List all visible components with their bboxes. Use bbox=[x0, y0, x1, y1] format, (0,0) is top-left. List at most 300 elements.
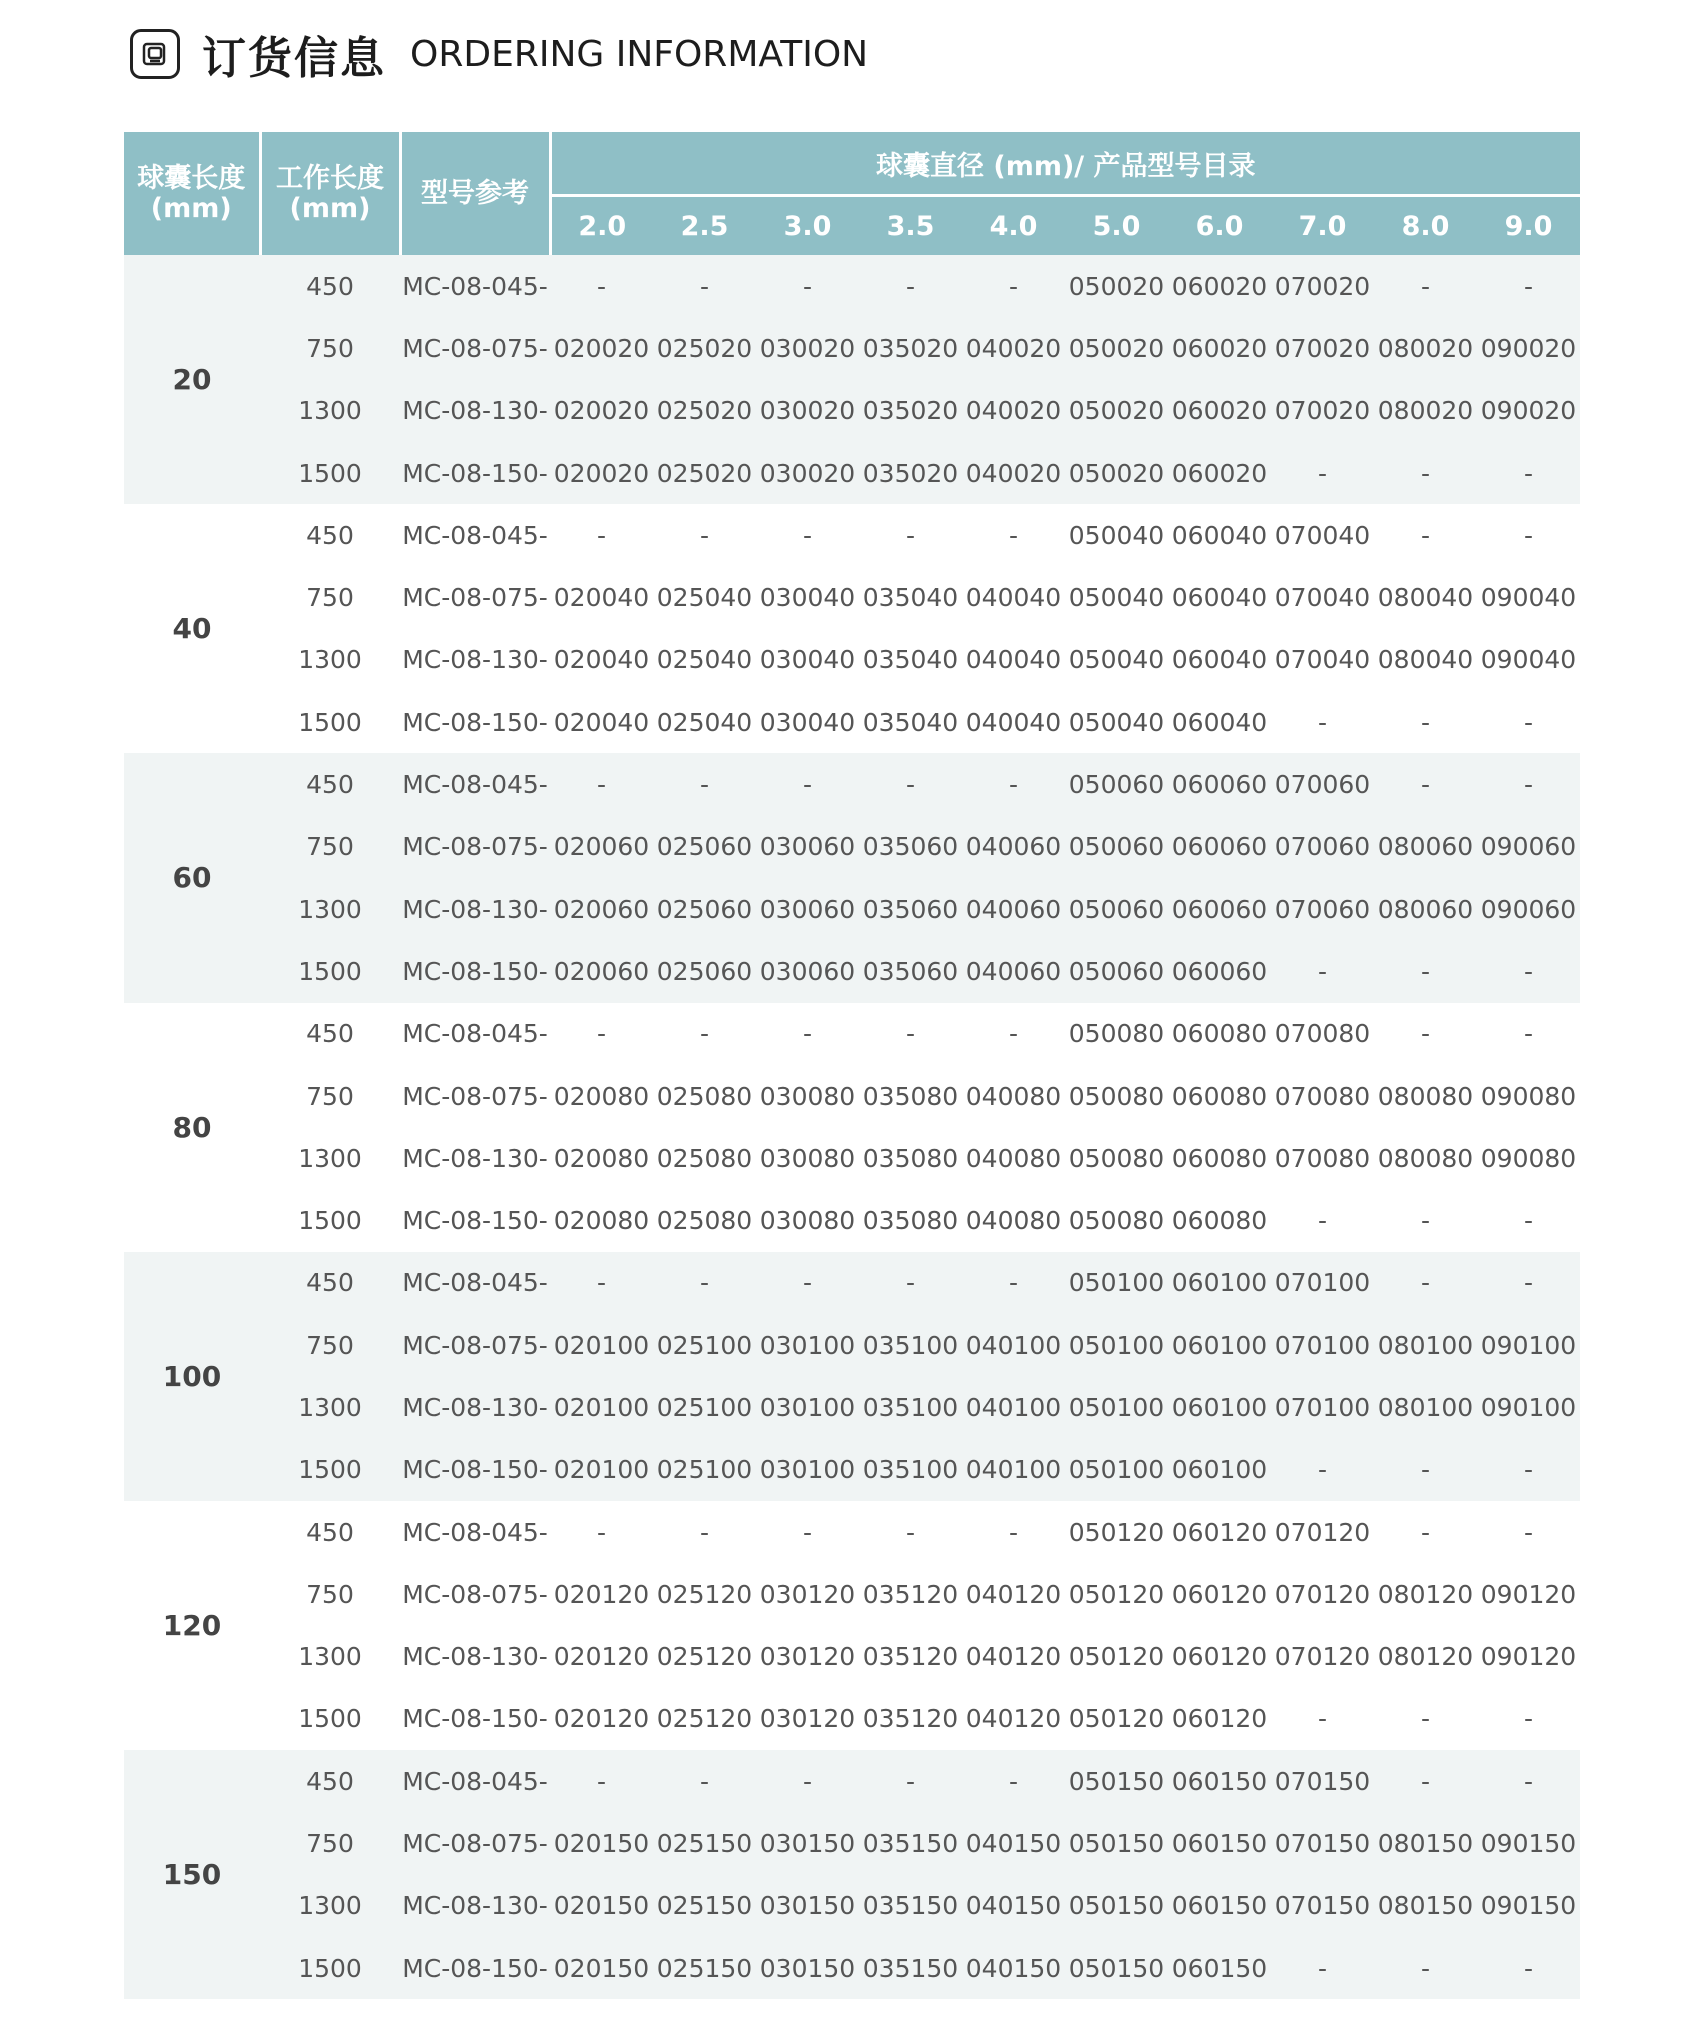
length-group bbox=[124, 1252, 1580, 1501]
model-prefix-cell: MC-08-075- bbox=[400, 1065, 550, 1127]
product-code-cell: 030150 bbox=[756, 1937, 859, 1999]
product-code-cell: 025150 bbox=[653, 1937, 756, 1999]
product-code-cell: 070150 bbox=[1271, 1875, 1374, 1937]
product-code-cell: 060040 bbox=[1168, 504, 1271, 566]
product-code-cell: 050040 bbox=[1065, 691, 1168, 753]
working-length-cell: 1500 bbox=[260, 1937, 400, 1999]
product-code-cell: - bbox=[1374, 940, 1477, 1002]
product-code-cell: - bbox=[1374, 1189, 1477, 1251]
ordering-table bbox=[124, 132, 1580, 1999]
product-code-cell: 030100 bbox=[756, 1439, 859, 1501]
product-code-cell: 030120 bbox=[756, 1688, 859, 1750]
working-length-cell: 750 bbox=[260, 1563, 400, 1625]
product-code-cell: 080100 bbox=[1374, 1314, 1477, 1376]
product-code-cell: - bbox=[1477, 753, 1580, 815]
table-row bbox=[124, 255, 1580, 317]
product-code-cell: 035100 bbox=[859, 1314, 962, 1376]
product-code-cell: 030150 bbox=[756, 1875, 859, 1937]
header-diameter-6: 6.0 bbox=[1168, 196, 1271, 256]
product-code-cell: 060020 bbox=[1168, 255, 1271, 317]
product-code-cell: 025060 bbox=[653, 940, 756, 1002]
product-code-cell: - bbox=[1374, 1003, 1477, 1065]
product-code-cell: 050020 bbox=[1065, 317, 1168, 379]
product-code-cell: 030020 bbox=[756, 317, 859, 379]
product-code-cell: 020060 bbox=[550, 878, 653, 940]
product-code-cell: 040100 bbox=[962, 1376, 1065, 1438]
product-code-cell: 050120 bbox=[1065, 1563, 1168, 1625]
product-code-cell: 035060 bbox=[859, 816, 962, 878]
model-prefix-cell: MC-08-150- bbox=[400, 1439, 550, 1501]
product-code-cell: 060040 bbox=[1168, 629, 1271, 691]
product-code-cell: 050080 bbox=[1065, 1065, 1168, 1127]
product-code-cell: 070020 bbox=[1271, 380, 1374, 442]
product-code-cell: 050100 bbox=[1065, 1376, 1168, 1438]
product-code-cell: 025040 bbox=[653, 691, 756, 753]
product-code-cell: 080150 bbox=[1374, 1875, 1477, 1937]
product-code-cell: 070020 bbox=[1271, 317, 1374, 379]
working-length-cell: 750 bbox=[260, 1314, 400, 1376]
product-code-cell: 060040 bbox=[1168, 566, 1271, 628]
product-code-cell: 060120 bbox=[1168, 1501, 1271, 1563]
product-code-cell: 040040 bbox=[962, 629, 1065, 691]
product-code-cell: 090040 bbox=[1477, 566, 1580, 628]
product-code-cell: 060020 bbox=[1168, 317, 1271, 379]
working-length-cell: 1500 bbox=[260, 1189, 400, 1251]
product-code-cell: 080100 bbox=[1374, 1376, 1477, 1438]
product-code-cell: - bbox=[756, 1501, 859, 1563]
product-code-cell: 035020 bbox=[859, 317, 962, 379]
product-code-cell: 060100 bbox=[1168, 1314, 1271, 1376]
header-diameter-0: 2.0 bbox=[550, 196, 653, 256]
product-code-cell: - bbox=[1374, 691, 1477, 753]
table-row bbox=[124, 1189, 1580, 1251]
table-header bbox=[124, 132, 1580, 255]
product-code-cell: - bbox=[1374, 1252, 1477, 1314]
header-diameter-7: 7.0 bbox=[1271, 196, 1374, 256]
table-row bbox=[124, 380, 1580, 442]
product-code-cell: 030080 bbox=[756, 1189, 859, 1251]
working-length-cell: 450 bbox=[260, 504, 400, 566]
model-prefix-cell: MC-08-150- bbox=[400, 940, 550, 1002]
product-code-cell: 025020 bbox=[653, 380, 756, 442]
product-code-cell: 070120 bbox=[1271, 1626, 1374, 1688]
product-code-cell: 025040 bbox=[653, 629, 756, 691]
table-row bbox=[124, 1937, 1580, 1999]
product-code-cell: 050100 bbox=[1065, 1252, 1168, 1314]
product-code-cell: 060080 bbox=[1168, 1127, 1271, 1189]
header-balloon-length-zh: 球囊长度 bbox=[137, 162, 246, 194]
product-code-cell: 090080 bbox=[1477, 1127, 1580, 1189]
product-code-cell: 070080 bbox=[1271, 1127, 1374, 1189]
product-code-cell: 060020 bbox=[1168, 380, 1271, 442]
product-code-cell: - bbox=[550, 1750, 653, 1812]
product-code-cell: 030120 bbox=[756, 1563, 859, 1625]
product-code-cell: - bbox=[859, 255, 962, 317]
table-row bbox=[124, 629, 1580, 691]
product-code-cell: 025020 bbox=[653, 317, 756, 379]
product-code-cell: 050100 bbox=[1065, 1439, 1168, 1501]
product-code-cell: - bbox=[1477, 255, 1580, 317]
product-code-cell: 070040 bbox=[1271, 629, 1374, 691]
product-code-cell: 050020 bbox=[1065, 255, 1168, 317]
product-code-cell: 040020 bbox=[962, 317, 1065, 379]
table-row bbox=[124, 1688, 1580, 1750]
product-code-cell: 060100 bbox=[1168, 1252, 1271, 1314]
product-code-cell: 080120 bbox=[1374, 1626, 1477, 1688]
product-code-cell: - bbox=[1477, 1750, 1580, 1812]
product-code-cell: - bbox=[1477, 504, 1580, 566]
table-row bbox=[124, 1439, 1580, 1501]
product-code-cell: - bbox=[962, 1750, 1065, 1812]
product-code-cell: - bbox=[1477, 1189, 1580, 1251]
working-length-cell: 1300 bbox=[260, 1376, 400, 1438]
product-code-cell: 060080 bbox=[1168, 1003, 1271, 1065]
product-code-cell: - bbox=[962, 753, 1065, 815]
product-code-cell: 040150 bbox=[962, 1937, 1065, 1999]
product-code-cell: 035100 bbox=[859, 1376, 962, 1438]
product-code-cell: 035080 bbox=[859, 1127, 962, 1189]
product-code-cell: - bbox=[550, 1003, 653, 1065]
product-code-cell: 020100 bbox=[550, 1376, 653, 1438]
product-code-cell: 020100 bbox=[550, 1439, 653, 1501]
table-row bbox=[124, 1875, 1580, 1937]
product-code-cell: 050040 bbox=[1065, 504, 1168, 566]
product-code-cell: 035020 bbox=[859, 442, 962, 504]
balloon-length-cell: 80 bbox=[124, 1003, 260, 1252]
working-length-cell: 1300 bbox=[260, 380, 400, 442]
product-code-cell: 025100 bbox=[653, 1439, 756, 1501]
product-code-cell: 050020 bbox=[1065, 442, 1168, 504]
balloon-length-cell: 60 bbox=[124, 753, 260, 1002]
product-code-cell: 025120 bbox=[653, 1688, 756, 1750]
product-code-cell: 090060 bbox=[1477, 816, 1580, 878]
product-code-cell: 070120 bbox=[1271, 1501, 1374, 1563]
product-code-cell: - bbox=[1271, 1439, 1374, 1501]
table-row bbox=[124, 442, 1580, 504]
product-code-cell: - bbox=[756, 753, 859, 815]
table-row bbox=[124, 940, 1580, 1002]
header-working-length-zh: 工作长度 bbox=[276, 162, 384, 194]
product-code-cell: - bbox=[1374, 442, 1477, 504]
product-code-cell: - bbox=[962, 1501, 1065, 1563]
product-code-cell: 040120 bbox=[962, 1688, 1065, 1750]
page-title-zh: 订货信息 bbox=[202, 33, 386, 84]
product-code-cell: 050150 bbox=[1065, 1812, 1168, 1874]
model-prefix-cell: MC-08-130- bbox=[400, 1875, 550, 1937]
product-code-cell: - bbox=[1374, 255, 1477, 317]
product-code-cell: 040080 bbox=[962, 1189, 1065, 1251]
header-balloon-length bbox=[124, 132, 260, 255]
working-length-cell: 1500 bbox=[260, 442, 400, 504]
product-code-cell: - bbox=[1374, 1501, 1477, 1563]
model-prefix-cell: MC-08-130- bbox=[400, 380, 550, 442]
product-code-cell: - bbox=[1271, 691, 1374, 753]
length-group bbox=[124, 1003, 1580, 1252]
product-code-cell: 030120 bbox=[756, 1626, 859, 1688]
model-prefix-cell: MC-08-075- bbox=[400, 1812, 550, 1874]
product-code-cell: 070080 bbox=[1271, 1003, 1374, 1065]
table-row bbox=[124, 1314, 1580, 1376]
product-code-cell: 030100 bbox=[756, 1376, 859, 1438]
product-code-cell: 040080 bbox=[962, 1065, 1065, 1127]
working-length-cell: 1500 bbox=[260, 1688, 400, 1750]
table-row bbox=[124, 1065, 1580, 1127]
product-code-cell: 080120 bbox=[1374, 1563, 1477, 1625]
product-code-cell: 060120 bbox=[1168, 1626, 1271, 1688]
product-code-cell: - bbox=[962, 504, 1065, 566]
product-code-cell: 060020 bbox=[1168, 442, 1271, 504]
product-code-cell: 025150 bbox=[653, 1812, 756, 1874]
product-code-cell: 020060 bbox=[550, 816, 653, 878]
product-code-cell: 090080 bbox=[1477, 1065, 1580, 1127]
product-code-cell: 080150 bbox=[1374, 1812, 1477, 1874]
model-prefix-cell: MC-08-130- bbox=[400, 1127, 550, 1189]
table-row bbox=[124, 691, 1580, 753]
product-code-cell: 040120 bbox=[962, 1563, 1065, 1625]
header-diameter-5: 5.0 bbox=[1065, 196, 1168, 256]
product-code-cell: 050100 bbox=[1065, 1314, 1168, 1376]
product-code-cell: 060100 bbox=[1168, 1439, 1271, 1501]
length-group bbox=[124, 1750, 1580, 1999]
header-model-ref: 型号参考 bbox=[400, 132, 550, 255]
header-diameter-1: 2.5 bbox=[653, 196, 756, 256]
product-code-cell: 060150 bbox=[1168, 1812, 1271, 1874]
model-prefix-cell: MC-08-075- bbox=[400, 566, 550, 628]
product-code-cell: 020080 bbox=[550, 1127, 653, 1189]
product-code-cell: 060080 bbox=[1168, 1065, 1271, 1127]
product-code-cell: 030080 bbox=[756, 1127, 859, 1189]
product-code-cell: 030060 bbox=[756, 816, 859, 878]
document-frame-icon bbox=[130, 29, 180, 79]
working-length-cell: 1300 bbox=[260, 1127, 400, 1189]
product-code-cell: 030040 bbox=[756, 566, 859, 628]
product-code-cell: 090100 bbox=[1477, 1314, 1580, 1376]
product-code-cell: 050060 bbox=[1065, 878, 1168, 940]
product-code-cell: 040060 bbox=[962, 940, 1065, 1002]
product-code-cell: 035040 bbox=[859, 629, 962, 691]
working-length-cell: 1300 bbox=[260, 878, 400, 940]
table-row bbox=[124, 1750, 1580, 1812]
product-code-cell: - bbox=[653, 1501, 756, 1563]
working-length-cell: 450 bbox=[260, 1501, 400, 1563]
product-code-cell: 070060 bbox=[1271, 753, 1374, 815]
header-working-length bbox=[260, 132, 400, 255]
product-code-cell: - bbox=[653, 753, 756, 815]
model-prefix-cell: MC-08-150- bbox=[400, 442, 550, 504]
product-code-cell: 035150 bbox=[859, 1937, 962, 1999]
balloon-length-cell: 100 bbox=[124, 1252, 260, 1501]
table-row bbox=[124, 317, 1580, 379]
product-code-cell: - bbox=[1271, 1189, 1374, 1251]
product-code-cell: - bbox=[1477, 691, 1580, 753]
product-code-cell: 040060 bbox=[962, 816, 1065, 878]
product-code-cell: - bbox=[1374, 1439, 1477, 1501]
product-code-cell: 080020 bbox=[1374, 380, 1477, 442]
length-group bbox=[124, 504, 1580, 753]
product-code-cell: 060100 bbox=[1168, 1376, 1271, 1438]
product-code-cell: 025060 bbox=[653, 816, 756, 878]
product-code-cell: 090060 bbox=[1477, 878, 1580, 940]
product-code-cell: 020040 bbox=[550, 691, 653, 753]
product-code-cell: 050120 bbox=[1065, 1688, 1168, 1750]
product-code-cell: - bbox=[1374, 1750, 1477, 1812]
model-prefix-cell: MC-08-075- bbox=[400, 1563, 550, 1625]
product-code-cell: 090020 bbox=[1477, 380, 1580, 442]
length-group bbox=[124, 1501, 1580, 1750]
product-code-cell: 080040 bbox=[1374, 566, 1477, 628]
product-code-cell: 060120 bbox=[1168, 1688, 1271, 1750]
product-code-cell: 030040 bbox=[756, 629, 859, 691]
product-code-cell: 060060 bbox=[1168, 816, 1271, 878]
product-code-cell: 080060 bbox=[1374, 878, 1477, 940]
product-code-cell: 050120 bbox=[1065, 1626, 1168, 1688]
product-code-cell: - bbox=[1477, 1937, 1580, 1999]
product-code-cell: 025080 bbox=[653, 1189, 756, 1251]
product-code-cell: - bbox=[653, 1003, 756, 1065]
product-code-cell: - bbox=[859, 753, 962, 815]
product-code-cell: 070040 bbox=[1271, 566, 1374, 628]
product-code-cell: 020080 bbox=[550, 1065, 653, 1127]
working-length-cell: 1500 bbox=[260, 691, 400, 753]
product-code-cell: 050040 bbox=[1065, 629, 1168, 691]
product-code-cell: 020120 bbox=[550, 1626, 653, 1688]
model-prefix-cell: MC-08-045- bbox=[400, 1252, 550, 1314]
product-code-cell: 030060 bbox=[756, 940, 859, 1002]
product-code-cell: 050150 bbox=[1065, 1875, 1168, 1937]
product-code-cell: - bbox=[962, 255, 1065, 317]
product-code-cell: 090100 bbox=[1477, 1376, 1580, 1438]
product-code-cell: - bbox=[859, 1750, 962, 1812]
product-code-cell: 070020 bbox=[1271, 255, 1374, 317]
product-code-cell: 050150 bbox=[1065, 1750, 1168, 1812]
table-row bbox=[124, 1376, 1580, 1438]
product-code-cell: - bbox=[550, 1252, 653, 1314]
product-code-cell: - bbox=[1477, 1501, 1580, 1563]
product-code-cell: - bbox=[1374, 1688, 1477, 1750]
product-code-cell: - bbox=[962, 1252, 1065, 1314]
product-code-cell: 050020 bbox=[1065, 380, 1168, 442]
product-code-cell: - bbox=[1477, 1003, 1580, 1065]
product-code-cell: 050060 bbox=[1065, 816, 1168, 878]
product-code-cell: - bbox=[1477, 1439, 1580, 1501]
working-length-cell: 1500 bbox=[260, 940, 400, 1002]
working-length-cell: 450 bbox=[260, 1003, 400, 1065]
product-code-cell: 050150 bbox=[1065, 1937, 1168, 1999]
product-code-cell: 035040 bbox=[859, 691, 962, 753]
product-code-cell: 090020 bbox=[1477, 317, 1580, 379]
model-prefix-cell: MC-08-045- bbox=[400, 504, 550, 566]
header-diameter-8: 8.0 bbox=[1374, 196, 1477, 256]
product-code-cell: 020150 bbox=[550, 1875, 653, 1937]
product-code-cell: - bbox=[653, 1750, 756, 1812]
length-group bbox=[124, 255, 1580, 504]
product-code-cell: 020040 bbox=[550, 566, 653, 628]
model-prefix-cell: MC-08-075- bbox=[400, 816, 550, 878]
product-code-cell: 090150 bbox=[1477, 1875, 1580, 1937]
model-prefix-cell: MC-08-130- bbox=[400, 629, 550, 691]
product-code-cell: 070080 bbox=[1271, 1065, 1374, 1127]
product-code-cell: 050080 bbox=[1065, 1127, 1168, 1189]
product-code-cell: 060150 bbox=[1168, 1875, 1271, 1937]
product-code-cell: - bbox=[550, 255, 653, 317]
model-prefix-cell: MC-08-130- bbox=[400, 1626, 550, 1688]
product-code-cell: 030020 bbox=[756, 442, 859, 504]
working-length-cell: 750 bbox=[260, 1065, 400, 1127]
product-code-cell: 030150 bbox=[756, 1812, 859, 1874]
product-code-cell: 035060 bbox=[859, 878, 962, 940]
product-code-cell: 030040 bbox=[756, 691, 859, 753]
table-row bbox=[124, 1812, 1580, 1874]
product-code-cell: 020020 bbox=[550, 317, 653, 379]
product-code-cell: 020120 bbox=[550, 1563, 653, 1625]
product-code-cell: 035100 bbox=[859, 1439, 962, 1501]
product-code-cell: 035120 bbox=[859, 1626, 962, 1688]
product-code-cell: - bbox=[1477, 1688, 1580, 1750]
product-code-cell: 020150 bbox=[550, 1937, 653, 1999]
product-code-cell: 025080 bbox=[653, 1127, 756, 1189]
product-code-cell: 030060 bbox=[756, 878, 859, 940]
product-code-cell: 070150 bbox=[1271, 1750, 1374, 1812]
model-prefix-cell: MC-08-130- bbox=[400, 1376, 550, 1438]
product-code-cell: 090150 bbox=[1477, 1812, 1580, 1874]
product-code-cell: 050120 bbox=[1065, 1501, 1168, 1563]
product-code-cell: 060060 bbox=[1168, 940, 1271, 1002]
product-code-cell: - bbox=[1271, 442, 1374, 504]
product-code-cell: 070040 bbox=[1271, 504, 1374, 566]
product-code-cell: - bbox=[1477, 442, 1580, 504]
table-row bbox=[124, 816, 1580, 878]
product-code-cell: 040100 bbox=[962, 1314, 1065, 1376]
product-code-cell: - bbox=[1374, 1937, 1477, 1999]
product-code-cell: 050080 bbox=[1065, 1189, 1168, 1251]
product-code-cell: 035150 bbox=[859, 1875, 962, 1937]
product-code-cell: - bbox=[756, 255, 859, 317]
product-code-cell: 040040 bbox=[962, 691, 1065, 753]
product-code-cell: 020020 bbox=[550, 380, 653, 442]
product-code-cell: 060060 bbox=[1168, 878, 1271, 940]
product-code-cell: 070100 bbox=[1271, 1252, 1374, 1314]
working-length-cell: 750 bbox=[260, 1812, 400, 1874]
product-code-cell: 040120 bbox=[962, 1626, 1065, 1688]
product-code-cell: 060040 bbox=[1168, 691, 1271, 753]
product-code-cell: 080080 bbox=[1374, 1127, 1477, 1189]
product-code-cell: 025120 bbox=[653, 1626, 756, 1688]
table-row bbox=[124, 1626, 1580, 1688]
balloon-length-cell: 40 bbox=[124, 504, 260, 753]
model-prefix-cell: MC-08-150- bbox=[400, 691, 550, 753]
balloon-length-cell: 120 bbox=[124, 1501, 260, 1750]
product-code-cell: 025040 bbox=[653, 566, 756, 628]
working-length-cell: 1300 bbox=[260, 1626, 400, 1688]
balloon-length-cell: 150 bbox=[124, 1750, 260, 1999]
product-code-cell: 020080 bbox=[550, 1189, 653, 1251]
header-diameter-span: 球囊直径 (mm)/ 产品型号目录 bbox=[550, 132, 1580, 196]
product-code-cell: - bbox=[1374, 753, 1477, 815]
product-code-cell: 090120 bbox=[1477, 1563, 1580, 1625]
product-code-cell: 030020 bbox=[756, 380, 859, 442]
header-balloon-length-unit: (mm) bbox=[150, 192, 232, 224]
working-length-cell: 450 bbox=[260, 753, 400, 815]
product-code-cell: 025060 bbox=[653, 878, 756, 940]
model-prefix-cell: MC-08-150- bbox=[400, 1688, 550, 1750]
product-code-cell: 070060 bbox=[1271, 816, 1374, 878]
product-code-cell: 020100 bbox=[550, 1314, 653, 1376]
table-row bbox=[124, 1252, 1580, 1314]
model-prefix-cell: MC-08-130- bbox=[400, 878, 550, 940]
product-code-cell: 060060 bbox=[1168, 753, 1271, 815]
header-diameter-9: 9.0 bbox=[1477, 196, 1580, 256]
model-prefix-cell: MC-08-075- bbox=[400, 317, 550, 379]
